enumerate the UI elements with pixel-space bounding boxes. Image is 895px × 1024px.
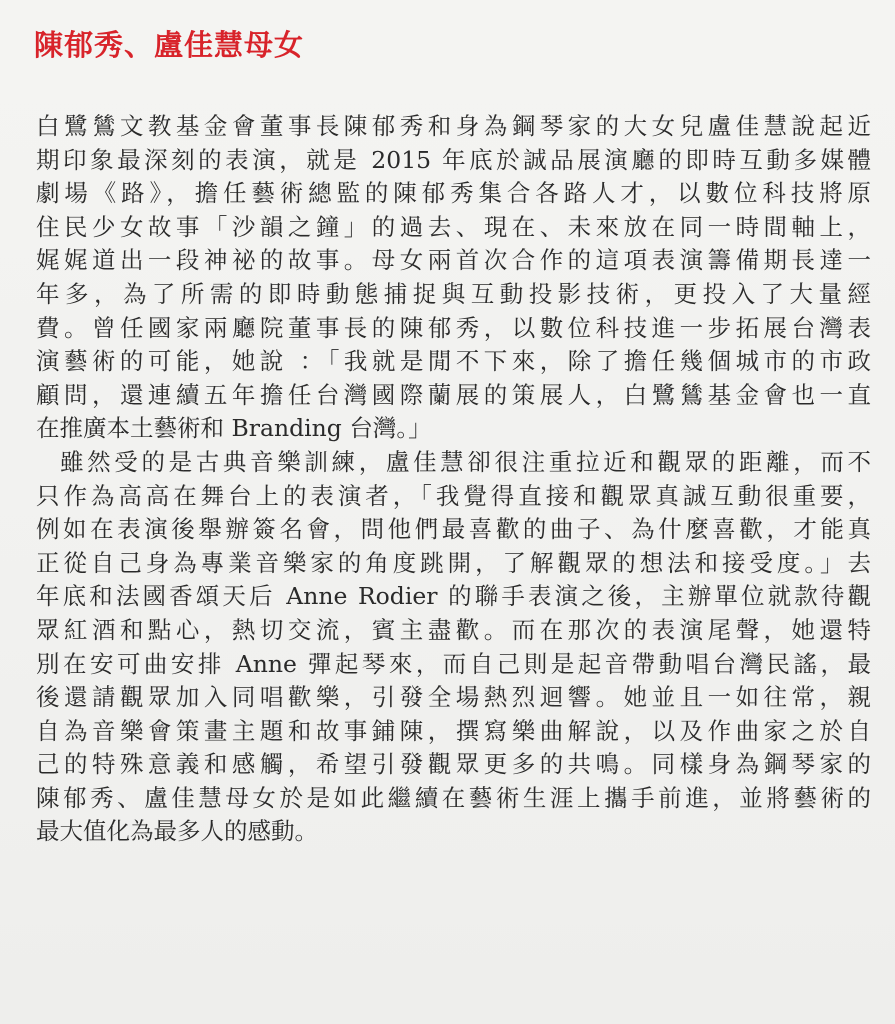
text-line: 演藝術的可能，她說 ：「我就是閒不下來，除了擔任幾個城市的市政: [36, 347, 871, 376]
text-line: 自為音樂會策畫主題和故事鋪陳，撰寫樂曲解說，以及作曲家之於自: [36, 716, 871, 745]
text-line: 眾紅酒和點心，熱切交流，賓主盡歡。而在那次的表演尾聲，她還特: [36, 615, 871, 644]
text-line: 別在安可曲安排 Anne 彈起琴來，而自己則是起音帶動唱台灣民謠，最: [36, 649, 871, 678]
article-title: 陳郁秀、盧佳慧母女: [34, 28, 305, 62]
text-line: 費。曾任國家兩廳院董事長的陳郁秀，以數位科技進一步拓展台灣表: [36, 313, 871, 342]
text-line: 年多，為了所需的即時動態捕捉與互動投影技術，更投入了大量經: [36, 279, 871, 308]
text-line: 顧問，還連續五年擔任台灣國際蘭展的策展人，白鷺鷥基金會也一直: [36, 380, 871, 409]
text-line: 在推廣本土藝術和 Branding 台灣。」: [36, 414, 432, 443]
paragraph-1: [36, 110, 871, 446]
text-line: 後還請觀眾加入同唱歡樂，引發全場熱烈迴響。她並且一如往常，親: [36, 683, 871, 712]
text-line: 年底和法國香頌天后 Anne Rodier 的聯手表演之後，主辦單位就款待觀: [36, 582, 871, 611]
text-line: 劇場《路》，擔任藝術總監的陳郁秀集合各路人才，以數位科技將原: [36, 179, 871, 208]
text-line: 白鷺鷥文教基金會董事長陳郁秀和身為鋼琴家的大女兒盧佳慧說起近: [36, 112, 871, 140]
text-line: 例如在表演後舉辦簽名會，問他們最喜歡的曲子、為什麼喜歡，才能真: [36, 515, 871, 544]
text-line: 期印象最深刻的表演，就是 2015 年底於誠品展演廳的即時互動多媒體: [36, 145, 871, 174]
text-line: 娓娓道出一段神祕的故事。母女兩首次合作的這項表演籌備期長達一: [36, 246, 871, 275]
text-line: 最大值化為最多人的感動。: [36, 817, 318, 846]
article-body: [36, 110, 871, 849]
text-line: 己的特殊意義和感觸，希望引發觀眾更多的共鳴。同樣身為鋼琴家的: [36, 750, 871, 779]
text-line: 住民少女故事「沙韻之鐘」的過去、現在、未來放在同一時間軸上，: [36, 212, 871, 241]
text-line: 雖然受的是古典音樂訓練，盧佳慧卻很注重拉近和觀眾的距離，而不: [60, 447, 871, 476]
paragraph-2: [36, 446, 871, 849]
text-line: 正從自己身為專業音樂家的角度跳開，了解觀眾的想法和接受度。」去: [36, 548, 871, 577]
text-line: 只作為高高在舞台上的表演者，「我覺得直接和觀眾真誠互動很重要，: [36, 481, 871, 510]
text-line: 陳郁秀、盧佳慧母女於是如此繼續在藝術生涯上攜手前進，並將藝術的: [36, 783, 871, 812]
